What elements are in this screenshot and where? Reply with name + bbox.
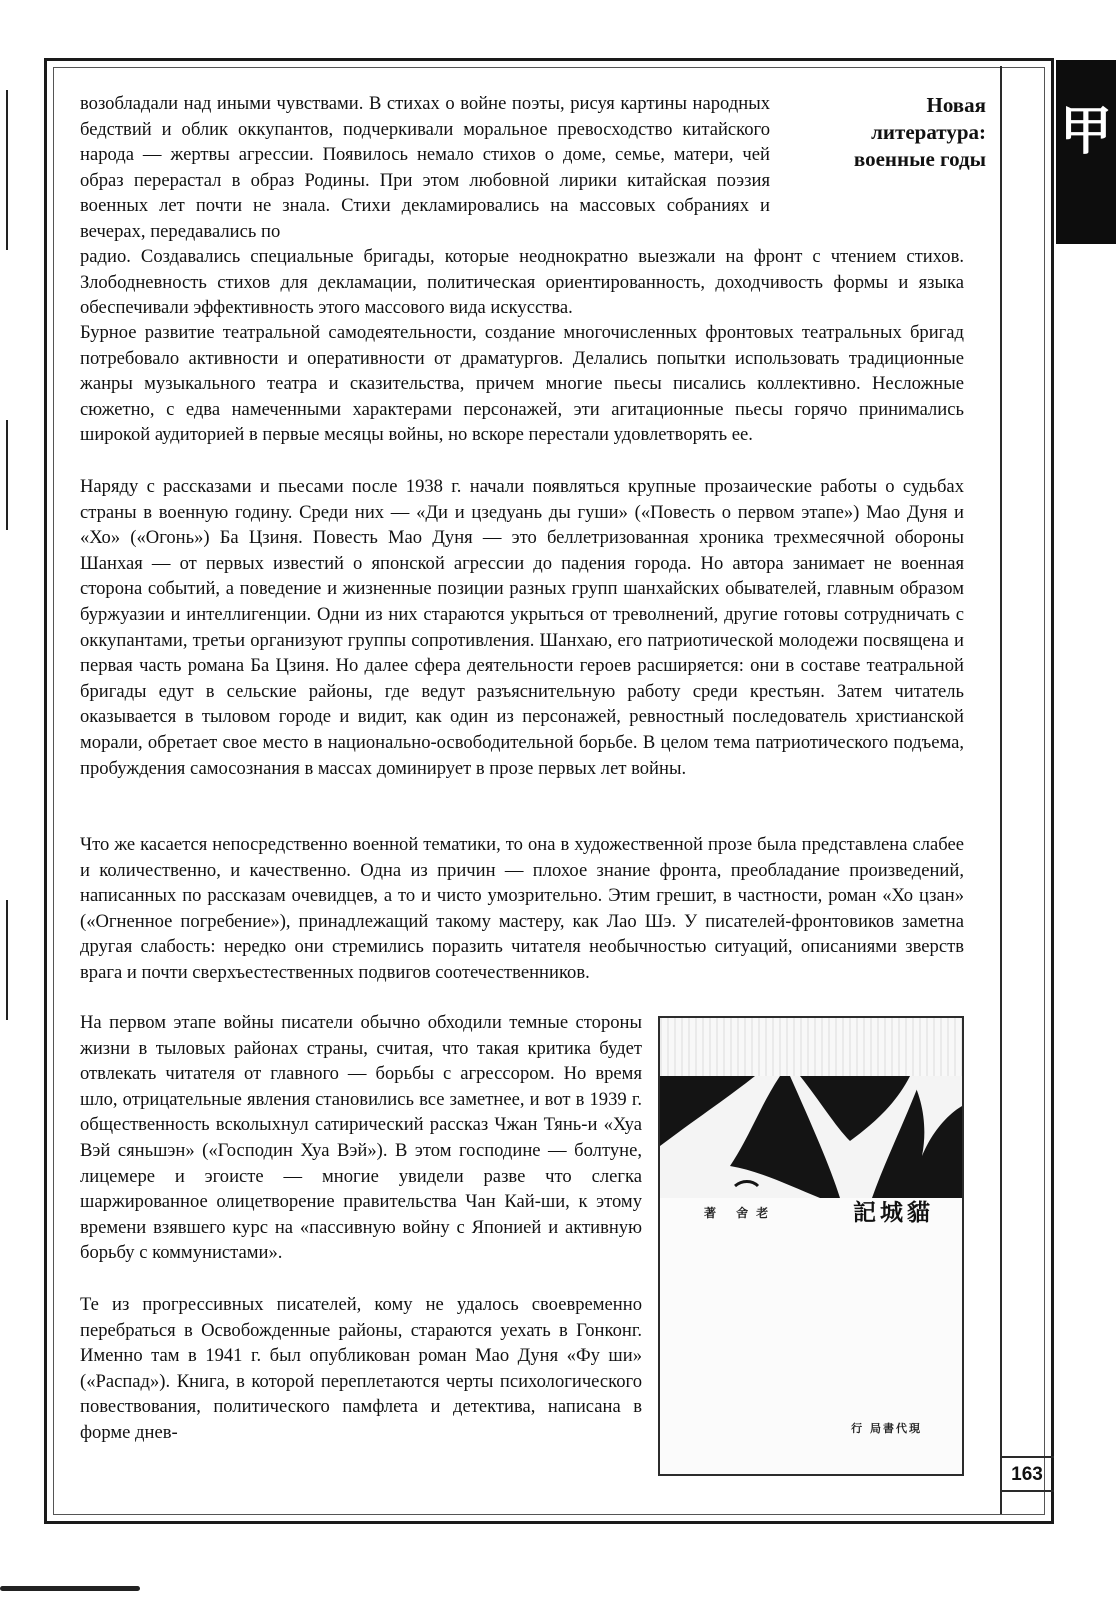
cover-author: 著 舍老	[704, 1206, 777, 1220]
paragraph-1: возобладали над иными чувствами. В стихах о войне поэты, рисуя картины народных бедствий и облик оккупантов, подчеркивали моральное превосходство китайского народа — жертвы агрессии. Появилось немало стихов о доме, семье, матери, чей образ перерастал в образ Родины. При этом любовной лирики китайская поэзия военных лет почти не знала. Стихи декламировались на массовых собраниях и вечерах, передавались по	[80, 93, 770, 242]
cover-publisher: 行 局書代現	[851, 1422, 922, 1435]
paragraph-7: Те из прогрессивных писателей, кому не удалось своевременно перебраться в Освобожденные районы, стараются уехать в Гонконг. Именно там в 1941 г. был опубликован роман Мао Дуня «Фу ши» («Распад»). Книга, в которой переплетаются черты психологического повествования, политического памфлета и детектива, написана в форме днев-	[80, 1294, 642, 1443]
paragraph-4: Наряду с рассказами и пьесами после 1938 г. начали появляться крупные прозаические работы о судьбах страны в военную годину. Среди них — «Ди и цзедуань ды гуши» («Повесть о первом этапе») Мао Дуня и «Хо» («Огонь») Ба Цзиня. Повесть Мао Дуня — это беллетризованная хроника трехмесячной обороны Шанхая — от первых известий о японской агрессии до падения города. Но автора занимает не военная сторона событий, а поведение и жизненные позиции разных групп шанхайских обывателей, главным образом буржуазии и интеллигенции. Одни из них стараются укрыться от треволнений, другие готовы сотрудничать с оккупантами, третьи организуют группы сопротивления. Шанхаю, его патриотической молодежи посвящена и первая часть романа Ба Цзиня. Но далее сфера деятельности героев расширяется: они в составе театральной бригады едут в сельские районы, где ведут разъяснительную работу среди крестьян. Затем читатель оказывается в тыловом городе и видит, как один из персонажей, ревностный последователь христианской морали, обретает свое место в национально-освободительной борьбе. В целом тема патриотического подъема, пробуждения самосознания в массах доминирует в прозе первых лет войны.	[80, 476, 964, 779]
cat-silhouette	[660, 1076, 962, 1198]
margin-divider	[1000, 66, 1002, 1514]
cover-dark-band	[660, 1076, 962, 1198]
paragraph-6: На первом этапе войны писатели обычно обходили темные стороны жизни в тыловых районах страны, считая, что такая критика будет отвлекать читателя от главного — борьбы с агрессором. Но время шло, отрицательные явления становились все заметнее, и вот в 1939 г. общественность всколыхнул сатирический рассказ Чжан Тянь-и «Хуа Вэй сяньшэн» («Господин Хуа Вэй»). В этом господине — болтуне, лицемере и эгоисте — многие увидели разве что слегка шаржированное олицетворение правительства Чан Кай-ши, к этому времени взявшего курс на «пассивную войну с Японией и активную борьбу с коммунистами».	[80, 1012, 642, 1264]
scan-artifact	[6, 90, 8, 250]
chapter-glyph: 甲	[1059, 102, 1112, 162]
paragraph-2: радио. Создавались специальные бригады, которые неоднократно выезжали на фронт с чтением стихов. Злободневность стихов для декламации, политическая ориентированность, доходчивость формы и языка обеспечивали эффективность этого массового вида искусства.	[80, 246, 964, 319]
book-cover-illustration	[658, 1016, 964, 1476]
paragraph-3: Бурное развитие театральной самодеятельности, создание многочисленных фронтовых театральных бригад потребовало активности и оперативности от драматургов. Делались попытки использовать традиционные жанры музыкального театра и сказительства, причем многие пьесы писались коллективно. Несложные сюжетно, с едва намеченными характерами персонажей, эти агитационные пьесы горячо принимались широкой аудиторией в первые месяцы войны, но вскоре перестали удовлетворять ее.	[80, 322, 964, 446]
section-heading: Новая литература: военные годы	[853, 93, 986, 171]
paragraph-5: Что же касается непосредственно военной тематики, то она в художественной прозе была представлена слабее и количественно, и качественно. Одна из причин — плохое знание фронта, преобладание произведений, написанных по рассказам очевидцев, а то и чисто умозрительно. Этим грешит, в частности, роман «Хо цзан» («Огненное погребение»), принадлежащий такому мастеру, как Лао Шэ. У писателей-фронтовиков заметна другая слабость: нередко они стремились поразить читателя необычностью ситуаций, описаниями зверств врага и почти сверхъестественных подвигов соотечественников.	[80, 834, 964, 983]
scan-artifact	[6, 420, 8, 530]
scan-artifact	[6, 900, 8, 1020]
chapter-tab	[1056, 60, 1116, 244]
cover-title: 記城貓	[853, 1200, 934, 1226]
scan-artifact	[0, 1586, 140, 1591]
page-number: 163	[1000, 1456, 1054, 1492]
